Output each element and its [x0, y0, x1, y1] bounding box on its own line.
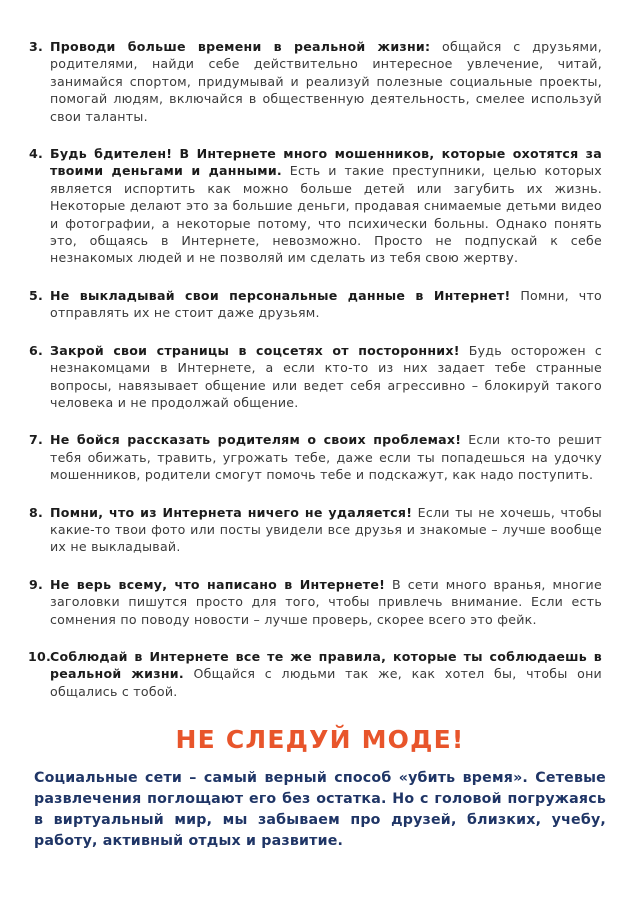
rule-number: 6.	[29, 342, 44, 358]
rule-number: 4.	[29, 146, 44, 162]
rule-item-4	[29, 145, 602, 267]
rule-item-7	[29, 431, 602, 483]
rule-number: 3.	[29, 39, 44, 54]
rule-lead: Не выкладывай свои персональные данные в Интернет!	[50, 287, 511, 303]
rule-number: 7.	[29, 432, 44, 448]
rule-body: Есть и такие преступники, целью которых является испортить как можно больше детей или загубить их жизнь. Некоторые делают это за большие деньги, продавая снимаемые детьми видео и фотографии, а некоторые потому, что психически больны. Однако понять это, общаясь в Интернете, невозможно. Просто не подпускай к себе незнакомых людей и не позволяй им сделать из тебя свою жертву.	[50, 163, 602, 266]
rule-lead: Помни, что из Интернета ничего не удаляется!	[50, 504, 413, 520]
rule-lead: Закрой свои страницы в соцсетях от посторонних!	[50, 342, 460, 358]
rules-list	[0, 38, 640, 700]
rule-number: 8.	[29, 504, 44, 520]
rule-body: Если кто-то решит тебя обижать, травить, угрожать тебе, даже если ты попадешься на удочку мошенников, родители смогут помочь тебе и подскажут, как надо поступить.	[50, 432, 602, 483]
rule-body: общайся с друзьями, родителями, найди себе действительно интересное увлечение, читай, занимайся спортом, придумывай и реализуй полезные социальные проекты, помогай людям, включайся в общественную деятельность, смелее используй свои таланты.	[50, 39, 602, 124]
rule-number: 10.	[28, 648, 52, 664]
rule-lead: Проводи больше времени в реальной жизни:	[50, 39, 431, 54]
rule-item-8	[29, 504, 602, 556]
section-headline: НЕ СЛЕДУЙ МОДЕ!	[175, 725, 465, 755]
rule-body: Если ты не хочешь, чтобы какие-то твои фото или посты увидели все друзья и знакомые – лучше вообще их не выкладывай.	[50, 504, 602, 555]
rule-number: 9.	[29, 576, 44, 592]
rule-lead: Будь бдителен! В Интернете много мошенников, которые охотятся за твоими деньгами и данными.	[50, 146, 602, 179]
rule-item-5	[29, 287, 602, 322]
rule-lead: Не бойся рассказать родителям о своих проблемах!	[50, 432, 462, 448]
rule-body: Помни, что отправлять их не стоит даже друзьям.	[50, 287, 602, 321]
rule-item-9	[29, 576, 602, 628]
rule-body: В сети много вранья, многие заголовки пишутся просто для того, чтобы привлечь внимание. Если есть сомнения по поводу новости – лучше проверь, скорее всего это фейк.	[50, 576, 602, 627]
rule-body: Будь осторожен с незнакомцами в Интернете, а если кто-то из них задает тебе странные вопросы, навязывает общение или ведет себя агрессивно – блокируй такого человека и не продолжай общение.	[50, 342, 602, 410]
rule-number: 5.	[29, 287, 44, 303]
rule-lead: Не верь всему, что написано в Интернете!	[50, 576, 386, 592]
rule-item-3	[29, 38, 602, 125]
rule-lead: Соблюдай в Интернете все те же правила, которые ты соблюдаешь в реальной жизни.	[50, 648, 602, 682]
outro-paragraph: Социальные сети – самый верный способ «убить время». Сетевые развлечения поглощают его без остатка. Но с головой погружаясь в виртуальный мир, мы забываем про друзей, близких, учебу, работу, активный отдых и развитие.	[34, 770, 606, 850]
rule-item-6	[29, 342, 602, 412]
document-page	[0, 38, 640, 852]
rule-body: Общайся с людьми так же, как хотел бы, чтобы они общались с тобой.	[50, 666, 602, 699]
rule-item-10	[28, 648, 602, 700]
